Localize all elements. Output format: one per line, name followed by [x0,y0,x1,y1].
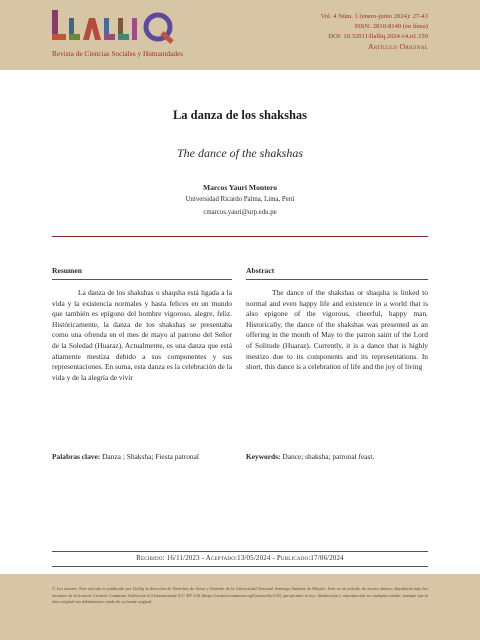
journal-subtitle: Revista de Ciencias Sociales y Humanidades [52,49,184,58]
resumen-column [52,266,232,383]
abstract-heading: Abstract [246,266,428,280]
palabras-clave-label: Palabras clave: [52,452,101,461]
resumen-body: La danza de los shakshas o shaqsha está ligada a la vida y la existencia normales y hasta felices en un mundo que también es epígono del hombre vigoroso, alegre, feliz. Históricamente, la danza de los shakshas se presentaba como una ofrenda en el mes de mayo al patrono del Señor de la Soledad (Huaraz). Actualmente, es una danza que está altamente mestiza debido a sus componentes y sus representaciones. En suma, esta danza es la celebración de la vida y de la alegría de vivir [52,288,232,382]
license-text: © Los autores. Este artículo es publicado por Llalliq la dirección de Derechos de Autor y Patentes de la Universidad Nacional Santiago Antúnez de Mayolo. Este es un artículo de acceso abierto, distribuido bajo los términos de la licencia Creative Commons Atribución 4.0 Internacional (CC BY 4.0) [https://creativecommons.org/licenses/by/4.0/] que permite el uso, distribución y reproducción en cualquier medio, siempre que la obra original sea debidamente citada de su fuente original. [52,586,428,605]
issue-volume: Vol. 4 Núm. 1 (enero-junio 2024): 27-43 [320,13,428,20]
author-email[interactable]: cmarcos.yauri@urp.edu.pe [203,209,277,216]
issue-issn: ISSN: 2810-8140 (en línea) [354,23,428,30]
keywords-values: Dance; shaksha; patronal feast. [282,452,375,461]
journal-logo [52,8,194,48]
author-name: Marcos Yauri Montero [202,183,278,192]
keywords-label: Keywords: [246,452,281,461]
publication-dates: Recibido: 16/11/2023 - Aceptado:13/05/2024 - Publicado:17/06/2024 [52,551,428,567]
license-footer-band [0,574,480,640]
author-affiliation: Universidad Ricardo Palma, Lima, Perú [185,196,295,203]
article-type: Artículo Original [368,42,428,51]
resumen-heading: Resumen [52,266,232,280]
article-subtitle: The dance of the shakshas [177,146,303,160]
issue-metadata [321,12,428,52]
article-title: La danza de los shakshas [172,108,308,122]
palabras-clave-values: Danza ; Shaksha; Fiesta patronal [102,452,199,461]
palabras-clave [52,452,199,461]
keywords [246,452,374,461]
article-doi[interactable]: DOI: 10.32911/llalliq.2024.v4.n1.159 [328,33,428,40]
section-divider [52,236,428,237]
abstract-column [246,266,428,373]
abstract-body: The dance of the shakshas or shaqsha is linked to normal and even happy life and existence in a world that is also epigone of the vigorous, cheerful, happy man. Historically, the dance of the shakshas was presented as an offering in the month of May to the patron saint of the Lord of Solitude (Huaraz). Currently, it is a dance that is highly mestizo due to its components and its representations. In short, this dance is a celebration of life and the joy of living [246,288,428,372]
